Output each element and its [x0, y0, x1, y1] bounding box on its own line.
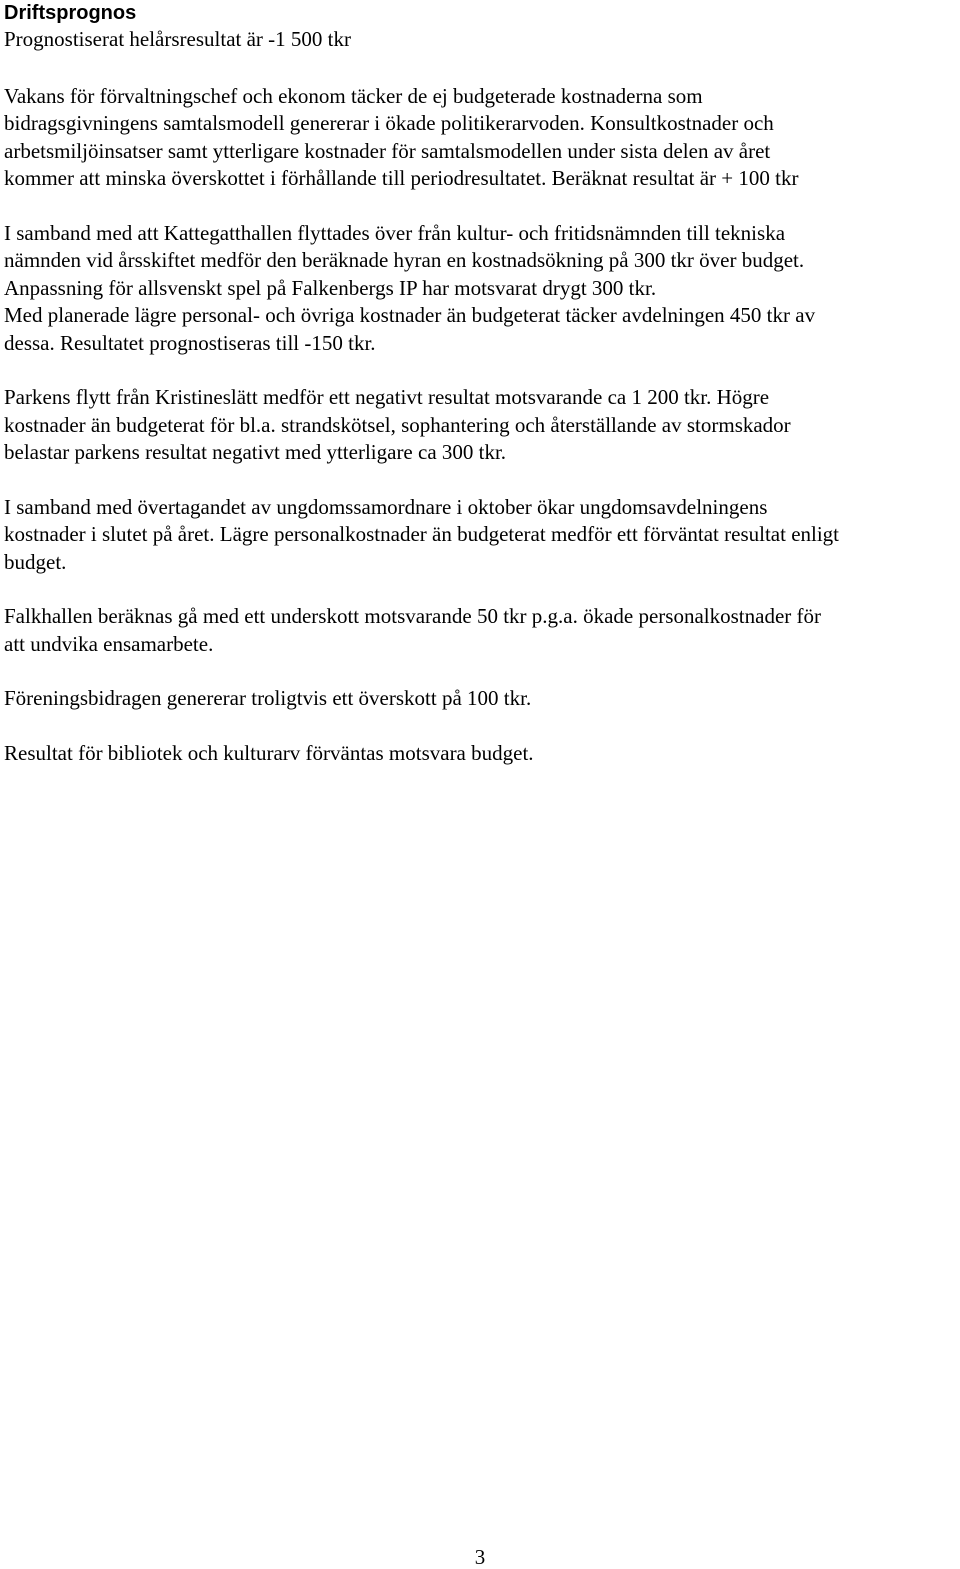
section-heading: Driftsprognos: [4, 2, 137, 24]
paragraph-parks: Parkens flytt från Kristineslätt medför ett negativt resultat motsvarande ca 1 200 tkr. Högre kostnader än budgeterat för bl.a. strandskötsel, sophantering och återställande av stormskador belastar parkens resultat negativt med ytterligare ca 300 tkr.: [4, 385, 791, 464]
paragraph-youth: I samband med övertagandet av ungdomssamordnare i oktober ökar ungdomsavdelningens kostnader i slutet på året. Lägre personalkostnader än budgeterat medför ett förväntat resultat enligt budget.: [4, 494, 840, 574]
paragraph-falkhallen: Falkhallen beräknas gå med ett underskott motsvarande 50 tkr p.g.a. ökade personalkostnader för att undvika ensamarbete.: [4, 604, 822, 656]
paragraph-administration: Vakans för förvaltningschef och ekonom täcker de ej budgeterade kostnaderna som bidragsgivningens samtalsmodell genererar i ökade politikerarvoden. Konsultkostnader och arbetsmiljöinsatser samt ytterligare kostnader för samtalsmodellen under sista delen av året kommer att minska överskottet i förhållande till periodresultatet. Beräknat resultat är + 100 tkr: [4, 83, 799, 190]
paragraph-association-grants: Föreningsbidragen genererar troligtvis ett överskott på 100 tkr.: [4, 686, 532, 710]
paragraph-library: Resultat för bibliotek och kulturarv förväntas motsvara budget.: [4, 740, 534, 765]
document-page: [4, 0, 956, 767]
forecast-summary: Prognostiserat helårsresultat är -1 500 tkr: [4, 27, 351, 51]
page-number: 3: [474, 1545, 486, 1569]
paragraph-kattegatthallen: I samband med att Kattegatthallen flyttades över från kultur- och fritidsnämnden till tekniska nämnden vid årsskiftet medför den beräknade hyran en kostnadsökning på 300 tkr över budget. Anpassning för allsvenskt spel på Falkenbergs IP har motsvarat drygt 300 tkr. Med planerade lägre personal- och övriga kostnader än budgeterat täcker avdelningen 450 tkr av dessa. Resultatet prognostiseras till -150 tkr.: [4, 220, 816, 355]
